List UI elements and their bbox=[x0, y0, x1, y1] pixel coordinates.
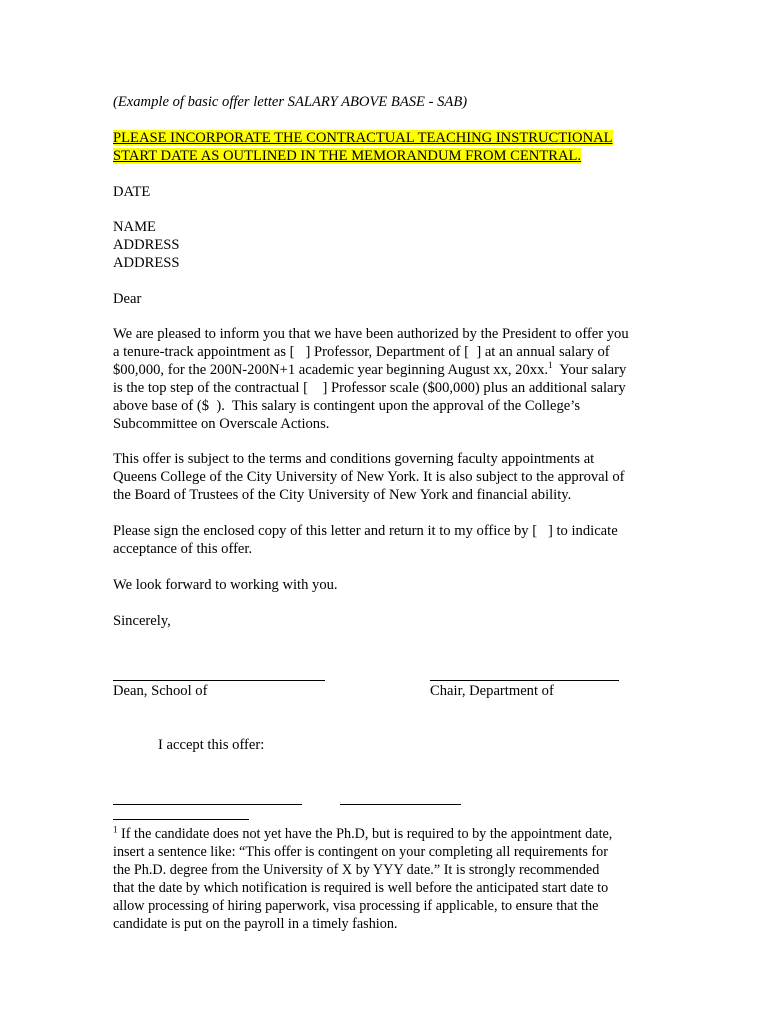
recipient-block bbox=[113, 218, 653, 272]
footnote-text: If the candidate does not yet have the Ph.D, but is required to by the appointment date, bbox=[117, 826, 613, 842]
paragraph-offer-line: We are pleased to inform you that we have been authorized by the President to offer you bbox=[113, 326, 629, 342]
paragraph-sign-request bbox=[113, 522, 653, 558]
footnote-line: that the date by which notification is required is well before the anticipated start date to bbox=[113, 880, 609, 896]
paragraph-offer-line: above base of ($ ). This salary is contingent upon the approval of the College’s bbox=[113, 398, 581, 414]
footnote bbox=[113, 825, 653, 933]
paragraph-terms-line: Queens College of the City University of New York. It is also subject to the approval of bbox=[113, 469, 625, 485]
footnote-line: candidate is put on the payroll in a timely fashion. bbox=[113, 916, 398, 932]
footnote-mark: 1 bbox=[113, 824, 118, 835]
footnote-reference[interactable]: 1 bbox=[548, 360, 553, 371]
recipient-address-1: ADDRESS bbox=[113, 237, 180, 253]
acceptance-text: I accept this offer: bbox=[158, 737, 265, 753]
candidate-date-line[interactable] bbox=[340, 804, 461, 805]
paragraph-sign-line: acceptance of this offer. bbox=[113, 541, 253, 557]
recipient-name: NAME bbox=[113, 219, 156, 235]
footnote-line: allow processing of hiring paperwork, visa processing if applicable, to ensure that the bbox=[113, 898, 599, 914]
sign-off: Sincerely, bbox=[113, 613, 171, 629]
paragraph-terms bbox=[113, 450, 653, 504]
recipient-address-2: ADDRESS bbox=[113, 255, 180, 271]
paragraph-offer-line: a tenure-track appointment as [ ] Professor, Department of [ ] at an annual salary of bbox=[113, 344, 610, 360]
salutation: Dear bbox=[113, 291, 142, 307]
candidate-signature-line[interactable] bbox=[113, 804, 302, 805]
paragraph-offer-line: Subcommittee on Overscale Actions. bbox=[113, 416, 330, 432]
footnote-line: the Ph.D. degree from the University of X by YYY date.” It is strongly recommended bbox=[113, 862, 600, 878]
paragraph-terms-line: the Board of Trustees of the City University of New York and financial ability. bbox=[113, 487, 572, 503]
paragraph-offer bbox=[113, 325, 653, 433]
paragraph-offer-text: $00,000, for the 200N-200N+1 academic year beginning August xx, 20xx. bbox=[113, 362, 549, 378]
date-line: DATE bbox=[113, 184, 151, 200]
example-note: (Example of basic offer letter SALARY ABOVE BASE - SAB) bbox=[113, 94, 468, 110]
paragraph-offer-text: Your salary bbox=[552, 362, 627, 378]
chair-signature-line[interactable] bbox=[430, 680, 619, 681]
chair-label: Chair, Department of bbox=[430, 683, 554, 699]
paragraph-sign-line: Please sign the enclosed copy of this letter and return it to my office by [ ] to indicate bbox=[113, 523, 618, 539]
footnote-line: insert a sentence like: “This offer is contingent on your completing all requirements for bbox=[113, 844, 608, 860]
paragraph-terms-line: This offer is subject to the terms and conditions governing faculty appointments at bbox=[113, 451, 595, 467]
footnote-line bbox=[113, 825, 653, 843]
paragraph-offer-line: is the top step of the contractual [ ] Professor scale ($00,000) plus an additional salary bbox=[113, 380, 626, 396]
paragraph-offer-line bbox=[113, 361, 653, 379]
highlight-line-2: START DATE AS OUTLINED IN THE MEMORANDUM FROM CENTRAL. bbox=[113, 148, 582, 164]
highlight-line-1: PLEASE INCORPORATE THE CONTRACTUAL TEACHING INSTRUCTIONAL bbox=[113, 130, 613, 146]
footnote-separator bbox=[113, 819, 249, 820]
dean-signature-line[interactable] bbox=[113, 680, 325, 681]
dean-label: Dean, School of bbox=[113, 683, 208, 699]
highlight-instruction bbox=[113, 129, 653, 165]
closing-line: We look forward to working with you. bbox=[113, 577, 338, 593]
